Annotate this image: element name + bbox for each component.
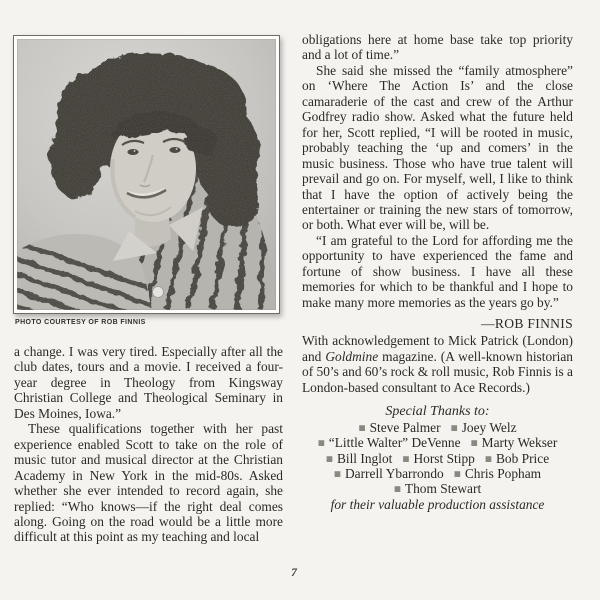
bullet-square-icon: ■ [358,423,366,433]
thanks-line [302,466,573,481]
special-thanks-heading: Special Thanks to: [385,403,490,419]
bullet-square-icon: ■ [470,438,478,448]
thanks-item [402,451,474,466]
thanks-item [451,420,517,435]
thanks-item [318,435,461,450]
paragraph: obligations here at home base take top priority and a lot of time.” [302,32,573,63]
thanks-name: Chris Popham [464,465,542,481]
paragraph: “I am grateful to the Lord for affording me the opportunity to have experienced the fame and fortune of show business. I have all these memories for which to be thankful and I hope to make many more memories as the years go by.” [302,232,573,310]
thanks-name: Thom Stewart [404,480,482,496]
bullet-square-icon: ■ [325,453,333,463]
thanks-name: Bill Inglot [336,450,393,466]
thanks-line [302,435,573,450]
paragraph: She said she missed the “family atmosphere” on ‘Where The Action Is’ and the close camaraderie of the cast and crew of the Arthur Godfrey radio show. Asked what the future held for her, Scott replied, “I will be rooted in music, probably teaching the ‘up and comers’ in the music business. Those who have true talent will prevail and go on. For myself, well, I like to think that I have the option of actively being the entertainer or training the new stars of tomorrow, or both. What ever will be, will be. [302,62,573,233]
thanks-item [334,466,444,481]
thanks-line [302,481,573,496]
bullet-square-icon: ■ [333,468,341,478]
page-number: 7 [291,567,297,579]
thanks-item [454,466,541,481]
right-column [302,32,573,512]
thanks-name: Bob Price [495,450,550,466]
thanks-name: Darrell Ybarrondo [344,465,444,481]
thanks-line [302,451,573,466]
portrait-photo [17,39,276,310]
bullet-square-icon: ■ [317,438,325,448]
thanks-item [326,451,393,466]
author-signature: —ROB FINNIS [480,316,573,332]
thanks-name: Steve Palmer [369,420,441,436]
bullet-square-icon: ■ [402,453,410,463]
thanks-item [471,435,558,450]
thanks-name: “Little Walter” DeVenne [328,435,461,451]
thanks-item [485,451,549,466]
acknowledgement-text: With acknowledgement to Mick Patrick (London) and [302,333,573,364]
paragraph: These qualifications together with her past experience enabled Scott to take on the role of music tutor and musical director at the Christian Academy in New York in the mid-80s. Asked whether she ever intended to record again, she replied: “Who knows—if the right deal comes along. Going on the road would be a little more difficult at this point as my teaching and local [14,421,283,545]
bullet-square-icon: ■ [453,468,461,478]
thanks-name: Horst Stipp [413,450,475,466]
photo-caption: PHOTO COURTESY OF ROB FINNIS [15,319,146,326]
bullet-square-icon: ■ [484,453,492,463]
left-column [14,344,283,545]
photo-frame [13,35,280,314]
acknowledgement [302,333,573,395]
thanks-footer: for their valuable production assistance [330,497,545,513]
acknowledgement-text: magazine. (A well-known historian of 50’s and 60’s rock & roll music, Rob Finnis is a London-based consultant to Ace Records.) [302,348,573,395]
thanks-item [394,481,481,496]
thanks-name: Marty Wekser [481,435,558,451]
thanks-line [302,420,573,435]
magazine-title: Goldmine [325,348,379,364]
special-thanks-section [302,404,573,512]
paragraph: a change. I was very tired. Especially after all the club dates, tours and a movie. I received a four-year degree in Theology from Kingsway Christian College and Theological Seminary in Des Moines, Iowa.” [14,344,283,421]
bullet-square-icon: ■ [393,483,401,493]
thanks-item [358,420,440,435]
thanks-name: Joey Welz [461,420,517,436]
bullet-square-icon: ■ [450,423,458,433]
